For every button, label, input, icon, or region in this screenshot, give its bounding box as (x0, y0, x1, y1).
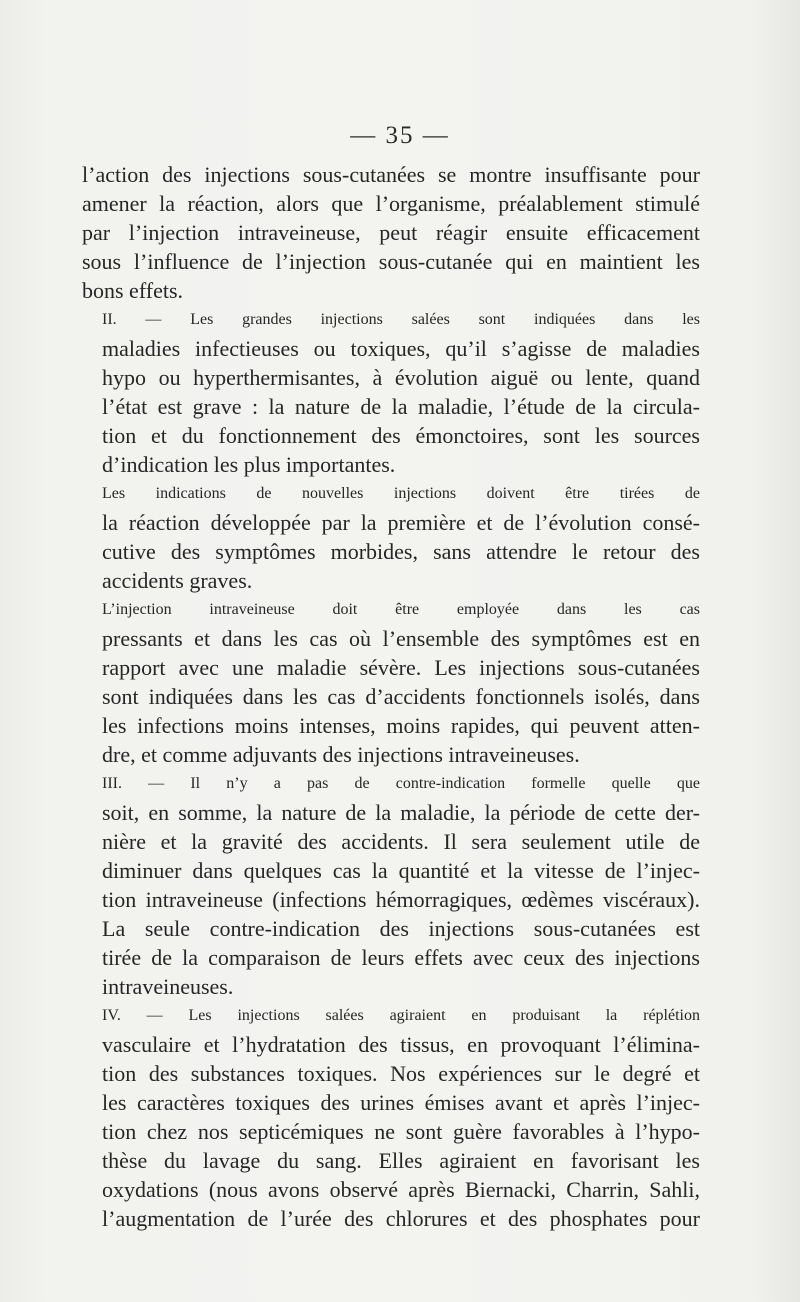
text-line: intraveineuses. (102, 974, 234, 999)
text-line: nière et la gravité des accidents. Il sera seulement utile de (102, 829, 700, 854)
text-line: diminuer dans quelques cas la quantité et la vitesse de l’injec- (102, 858, 700, 883)
paragraph-2 (82, 305, 700, 479)
page-number: — 35 — (350, 122, 450, 149)
text-line: bons effets. (82, 278, 184, 303)
text-line: sont indiquées dans les cas d’accidents fonctionnels isolés, dans (102, 684, 700, 709)
paragraph-5 (82, 769, 700, 1001)
text-body (82, 160, 700, 1233)
text-line: vasculaire et l’hydratation des tissus, en provoquant l’élimina- (102, 1032, 700, 1057)
text-line: l’état est grave : la nature de la maladie, l’étude de la circula- (102, 394, 700, 419)
text-line: cutive des symptômes morbides, sans attendre le retour des (102, 539, 700, 564)
paragraph-3 (82, 479, 700, 595)
text-line: thèse du lavage du sang. Elles agiraient en favorisant les (102, 1148, 700, 1173)
text-line: accidents graves. (102, 568, 253, 593)
text-line: dre, et comme adjuvants des injections intraveineuses. (102, 742, 580, 767)
text-line: par l’injection intraveineuse, peut réagir ensuite efficacement (82, 220, 700, 245)
paragraph-6 (82, 1001, 700, 1233)
text-line: IV. — Les injections salées agiraient en produisant la réplétion (102, 1007, 700, 1024)
text-line: l’augmentation de l’urée des chlorures et des phosphates pour (102, 1206, 700, 1231)
text-line: maladies infectieuses ou toxiques, qu’il s’agisse de maladies (102, 336, 700, 361)
text-line: L’injection intraveineuse doit être employée dans les cas (102, 601, 700, 618)
text-line: tion intraveineuse (infections hémorragiques, œdèmes viscéraux). (102, 887, 700, 912)
paragraph-4 (82, 595, 700, 769)
text-line: tion des substances toxiques. Nos expériences sur le degré et (102, 1061, 700, 1086)
text-line: d’indication les plus importantes. (102, 452, 396, 477)
text-line: l’action des injections sous-cutanées se montre insuffisante pour (82, 162, 700, 187)
text-line: soit, en somme, la nature de la maladie, la période de cette der- (102, 800, 700, 825)
text-line: oxydations (nous avons observé après Biernacki, Charrin, Sahli, (102, 1177, 700, 1202)
text-line: tion chez nos septicémiques ne sont guère favorables à l’hypo- (102, 1119, 700, 1144)
text-line: amener la réaction, alors que l’organisme, préalablement stimulé (82, 191, 700, 216)
text-line: les infections moins intenses, moins rapides, qui peuvent atten- (102, 713, 700, 738)
text-line: rapport avec une maladie sévère. Les injections sous-cutanées (102, 655, 700, 680)
text-line: pressants et dans les cas où l’ensemble des symptômes est en (102, 626, 700, 651)
paragraph-1 (82, 160, 700, 305)
text-line: III. — Il n’y a pas de contre-indication formelle quelle que (102, 775, 700, 792)
text-line: Les indications de nouvelles injections doivent être tirées de (102, 485, 700, 502)
text-line: hypo ou hyperthermisantes, à évolution aiguë ou lente, quand (102, 365, 700, 390)
text-line: la réaction développée par la première et de l’évolution consé- (102, 510, 700, 535)
text-line: La seule contre-indication des injections sous-cutanées est (102, 916, 700, 941)
text-line: tirée de la comparaison de leurs effets avec ceux des injections (102, 945, 700, 970)
text-line: II. — Les grandes injections salées sont indiquées dans les (102, 311, 700, 328)
text-line: les caractères toxiques des urines émises avant et après l’injec- (102, 1090, 700, 1115)
text-line: sous l’influence de l’injection sous-cutanée qui en maintient les (82, 249, 700, 274)
text-line: tion et du fonctionnement des émonctoires, sont les sources (102, 423, 700, 448)
